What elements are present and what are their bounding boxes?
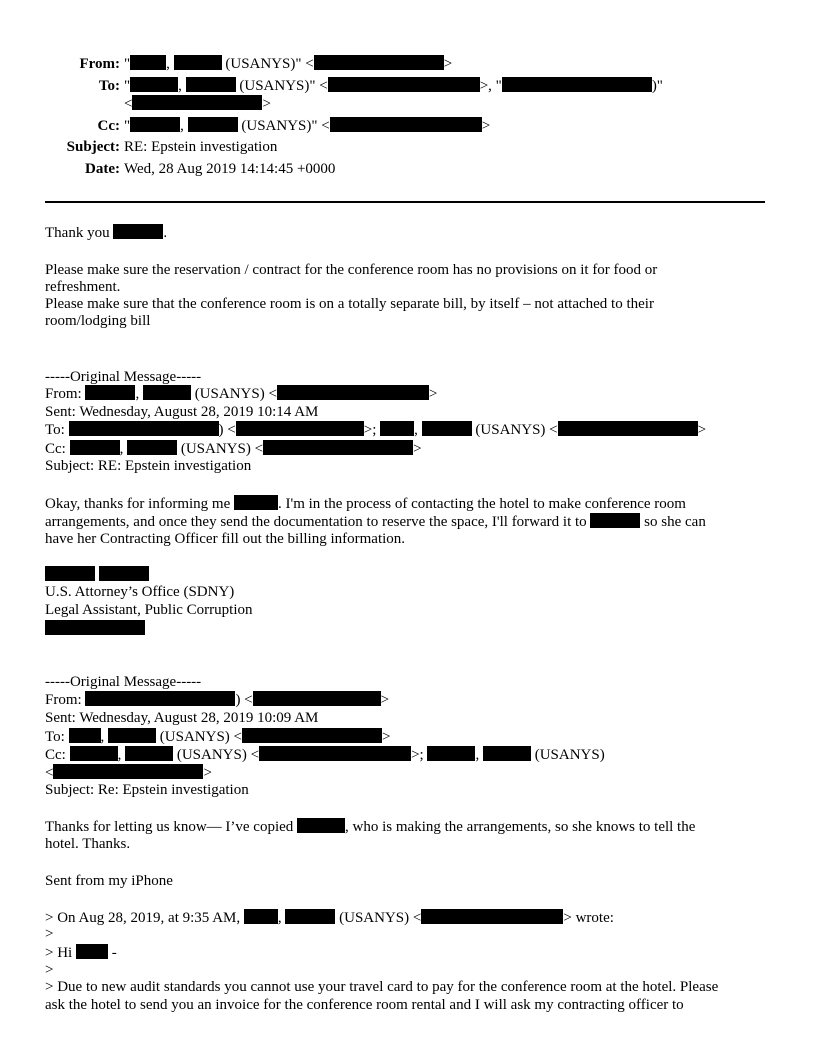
orig1-to (45, 421, 706, 439)
header-subject-label: Subject: (66, 139, 120, 155)
text-run: (USANYS) < (339, 910, 422, 926)
redaction-box (590, 513, 640, 528)
orig2-from (45, 691, 389, 709)
orig1-cc (45, 440, 422, 458)
redaction-box (130, 117, 180, 132)
orig2-body-line2: hotel. Thanks. (45, 836, 131, 852)
comma: , (475, 747, 480, 763)
redaction-box (130, 77, 178, 92)
orig2-subject: Subject: Re: Epstein investigation (45, 782, 249, 798)
text-run: - (111, 945, 117, 961)
redaction-box (314, 55, 444, 70)
orig1-body-line1 (45, 495, 686, 513)
header-date-row (45, 161, 765, 177)
body-thanks (45, 224, 167, 242)
header-to-org: (USANYS)" < (239, 78, 328, 94)
header-divider (45, 201, 765, 203)
comma: , (277, 910, 282, 926)
orig1-sent: Sent: Wednesday, August 28, 2019 10:14 AM (45, 404, 319, 420)
orig2-sent-from: Sent from my iPhone (45, 873, 173, 889)
redaction-box (328, 77, 480, 92)
body-thanks-text: Thank you (45, 225, 110, 241)
orig1-cc-label: Cc: (45, 441, 66, 457)
orig1-cc-org: (USANYS) < (180, 441, 264, 457)
orig2-separator: -----Original Message----- (45, 674, 202, 690)
text-run: Okay, thanks for informing me (45, 496, 231, 512)
orig2-body-line1 (45, 818, 695, 836)
orig2-cc-org: (USANYS) < (176, 747, 260, 763)
orig1-to-mid: ) < (218, 422, 236, 438)
body-para2-line2: room/lodging bill (45, 313, 151, 329)
text-run: arrangements, and once they send the documentation to reserve the space, I'll forward it to (45, 514, 587, 530)
header-subject-row (45, 139, 765, 155)
redaction-box (558, 421, 698, 436)
orig2-to-label: To: (45, 729, 65, 745)
header-date: Wed, 28 Aug 2019 14:14:45 +0000 (124, 161, 336, 177)
orig2-from-label: From: (45, 692, 82, 708)
redaction-box (330, 117, 482, 132)
comma: , (166, 56, 170, 72)
redaction-box (113, 224, 163, 239)
quote-mark: " (124, 118, 131, 134)
period: . (163, 225, 168, 241)
orig1-signature-title: Legal Assistant, Public Corruption (45, 602, 253, 618)
header-to-mid: >, " (479, 78, 502, 94)
redaction-box (127, 440, 177, 455)
angle-close: > (262, 96, 271, 112)
orig2-cc-org2: (USANYS) (534, 747, 605, 763)
angle-close: > (697, 422, 707, 438)
body-para1-line1: Please make sure the reservation / contract for the conference room has no provisions on it for food or (45, 262, 658, 278)
orig1-to-sep: >; (363, 422, 377, 438)
header-subject: RE: Epstein investigation (124, 139, 278, 155)
redaction-box (234, 495, 278, 510)
text-run: , who is making the arrangements, so she knows to tell the (345, 819, 696, 835)
orig2-to-org: (USANYS) < (159, 729, 243, 745)
angle-close: > (443, 56, 453, 72)
redaction-box (259, 746, 411, 761)
quoted-line3 (45, 944, 117, 962)
orig1-body-line3: have her Contracting Officer fill out the billing information. (45, 531, 406, 547)
header-cc-label: Cc: (97, 118, 120, 134)
orig1-separator: -----Original Message----- (45, 369, 202, 385)
redaction-box (483, 746, 531, 761)
quoted-line5: > Due to new audit standards you cannot use your travel card to pay for the conference room at the hotel. Please (45, 979, 719, 995)
text-run: . I'm in the process of contacting the hotel to make conference room (278, 496, 686, 512)
redaction-box (132, 95, 262, 110)
redaction-box (242, 728, 382, 743)
comma: , (117, 747, 122, 763)
redaction-box (108, 728, 156, 743)
redaction-box (45, 566, 95, 581)
body-para1-line2: refreshment. (45, 279, 121, 295)
comma: , (180, 118, 184, 134)
redaction-box (69, 421, 219, 436)
text-run: > On Aug 28, 2019, at 9:35 AM, (45, 910, 241, 926)
quote-mark: " (124, 56, 131, 72)
angle-close: > (380, 692, 390, 708)
orig2-from-mid: ) < (235, 692, 253, 708)
header-to-continuation (124, 95, 816, 112)
text-run: > wrote: (563, 910, 614, 926)
header-from-org: (USANYS)" < (225, 56, 314, 72)
quoted-line2: > (45, 926, 54, 942)
redaction-box (143, 385, 191, 400)
angle-open: < (124, 96, 133, 112)
orig2-to (45, 728, 390, 746)
orig1-to-org: (USANYS) < (475, 422, 558, 438)
redaction-box (85, 691, 235, 706)
header-date-label: Date: (85, 161, 120, 177)
redaction-box (45, 620, 145, 635)
redaction-box (236, 421, 364, 436)
redaction-box (277, 385, 429, 400)
text-run: so she can (644, 514, 706, 530)
header-from-label: From: (79, 56, 120, 72)
comma: , (100, 729, 105, 745)
redaction-box (244, 909, 278, 924)
comma: , (414, 422, 418, 438)
redaction-box (69, 728, 101, 743)
orig1-from-org: (USANYS) < (194, 386, 277, 402)
orig1-to-label: To: (45, 422, 65, 438)
redaction-box (70, 746, 118, 761)
quoted-line4: > (45, 962, 54, 978)
angle-close: > (382, 729, 391, 745)
redaction-box (125, 746, 173, 761)
header-cc-org: (USANYS)" < (241, 118, 330, 134)
header-to-end: )" (651, 78, 663, 94)
comma: , (135, 386, 140, 402)
redaction-box (421, 909, 563, 924)
angle-close: > (203, 765, 212, 781)
header-from-row (45, 55, 765, 72)
angle-close: > (481, 118, 491, 134)
header-cc-row (45, 117, 765, 134)
redaction-box (188, 117, 238, 132)
redaction-box (53, 764, 203, 779)
quoted-line6: ask the hotel to send you an invoice for the conference room rental and I will ask my contracting officer to (45, 997, 684, 1013)
header-to-label: To: (98, 78, 120, 94)
angle-close: > (428, 386, 438, 402)
orig1-from (45, 385, 437, 403)
redaction-box (85, 385, 135, 400)
orig2-cc (45, 746, 605, 764)
angle-close: > (413, 441, 422, 457)
orig1-body-line2 (45, 513, 706, 531)
redaction-box (263, 440, 413, 455)
orig1-signature-phone (45, 620, 145, 638)
body-para2-line1: Please make sure that the conference room is on a totally separate bill, by itself – not attached to their (45, 296, 654, 312)
angle-open: < (45, 765, 54, 781)
redaction-box (186, 77, 236, 92)
redaction-box (130, 55, 166, 70)
orig2-sent: Sent: Wednesday, August 28, 2019 10:09 AM (45, 710, 319, 726)
redaction-box (174, 55, 222, 70)
comma: , (178, 78, 182, 94)
redaction-box (70, 440, 120, 455)
comma: , (119, 441, 124, 457)
text-run: Thanks for letting us know— I’ve copied (45, 819, 294, 835)
redaction-box (76, 944, 108, 959)
redaction-box (422, 421, 472, 436)
orig2-cc-continuation (45, 764, 212, 782)
orig1-subject: Subject: RE: Epstein investigation (45, 458, 252, 474)
quoted-line1 (45, 909, 614, 927)
header-to-row (45, 77, 765, 94)
redaction-box (380, 421, 414, 436)
redaction-box (427, 746, 475, 761)
redaction-box (297, 818, 345, 833)
orig1-signature-name (45, 566, 149, 584)
quote-mark: " (124, 78, 131, 94)
redaction-box (285, 909, 335, 924)
orig2-cc-label: Cc: (45, 747, 66, 763)
orig2-cc-sep: >; (411, 747, 424, 763)
redaction-box (253, 691, 381, 706)
text-run: > Hi (45, 945, 73, 961)
redaction-box (502, 77, 652, 92)
redaction-box (99, 566, 149, 581)
orig1-signature-office: U.S. Attorney’s Office (SDNY) (45, 584, 235, 600)
orig1-from-label: From: (45, 386, 82, 402)
